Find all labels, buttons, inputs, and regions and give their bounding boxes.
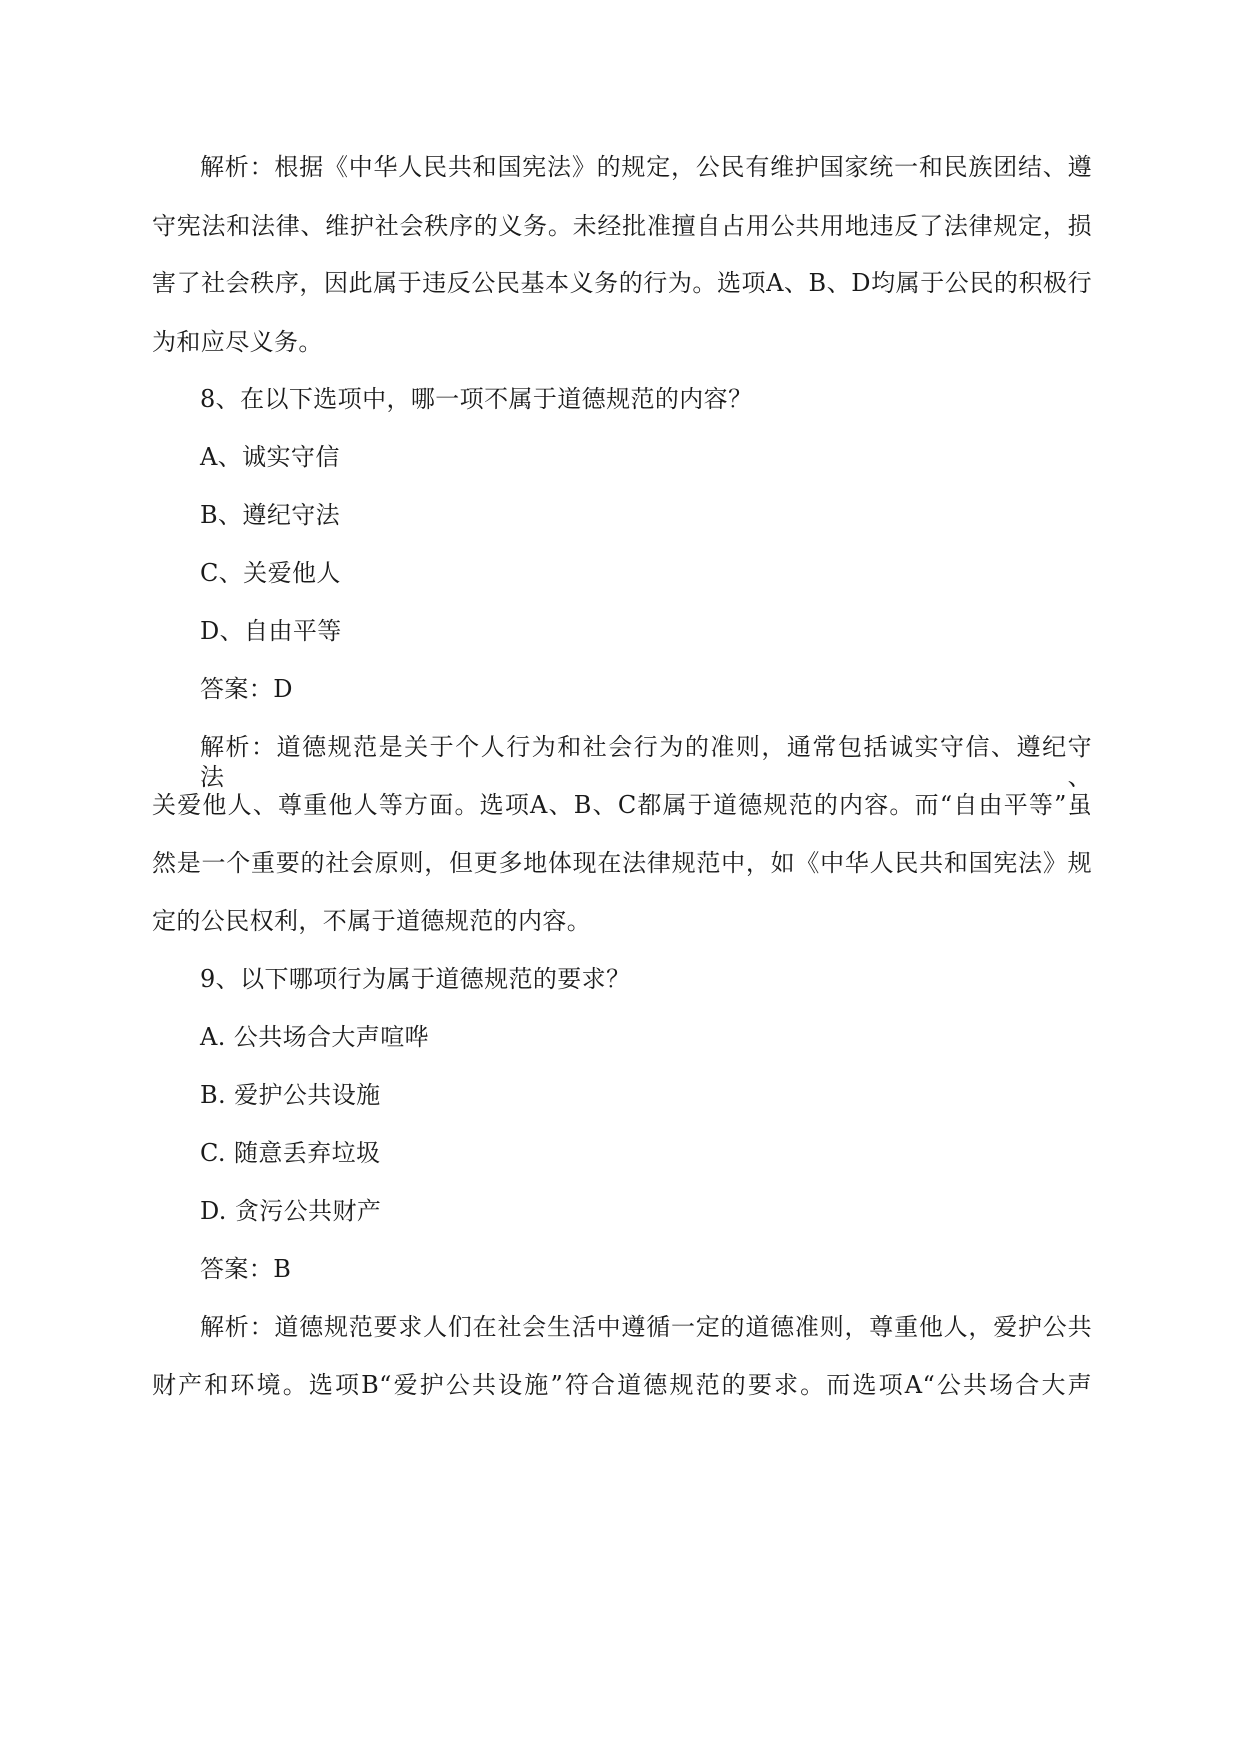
q8-analysis-line-3: 然是一个重要的社会原则，但更多地体现在法律规范中，如《中华人民共和国宪法》规	[152, 849, 1092, 877]
q7-analysis-line-4: 为和应尽义务。	[152, 328, 323, 356]
q8-option-b: B、遵纪守法	[200, 501, 341, 529]
q8-option-d: D、自由平等	[200, 617, 342, 645]
q9-option-a: A. 公共场合大声喧哗	[200, 1023, 429, 1051]
q9-question: 9、以下哪项行为属于道德规范的要求？	[200, 965, 631, 993]
q9-answer: 答案：B	[200, 1255, 292, 1283]
q9-analysis-line-1: 解析：道德规范要求人们在社会生活中遵循一定的道德准则，尊重他人，爱护公共	[200, 1313, 1092, 1341]
q8-analysis-line-4: 定的公民权利，不属于道德规范的内容。	[152, 907, 592, 935]
q8-option-a: A、诚实守信	[200, 443, 340, 471]
q8-analysis-line-1: 解析：道德规范是关于个人行为和社会行为的准则，通常包括诚实守信、遵纪守法、	[200, 733, 1092, 791]
q7-analysis-line-2: 守宪法和法律、维护社会秩序的义务。未经批准擅自占用公共用地违反了法律规定，损	[152, 212, 1092, 240]
q8-question: 8、在以下选项中，哪一项不属于道德规范的内容？	[200, 385, 753, 413]
q7-analysis-line-3: 害了社会秩序，因此属于违反公民基本义务的行为。选项A、B、D均属于公民的积极行	[152, 269, 1092, 297]
q8-answer: 答案：D	[200, 675, 293, 703]
q8-analysis-line-2: 关爱他人、尊重他人等方面。选项A、B、C都属于道德规范的内容。而“自由平等”虽	[152, 791, 1092, 819]
q9-option-c: C. 随意丢弃垃圾	[200, 1139, 381, 1167]
q9-option-b: B. 爱护公共设施	[200, 1081, 381, 1109]
q8-option-c: C、关爱他人	[200, 559, 341, 587]
q9-option-d: D. 贪污公共财产	[200, 1197, 382, 1225]
q9-analysis-line-2: 财产和环境。选项B“爱护公共设施”符合道德规范的要求。而选项A“公共场合大声	[152, 1371, 1092, 1399]
q7-analysis-line-1: 解析：根据《中华人民共和国宪法》的规定，公民有维护国家统一和民族团结、遵	[200, 153, 1092, 181]
